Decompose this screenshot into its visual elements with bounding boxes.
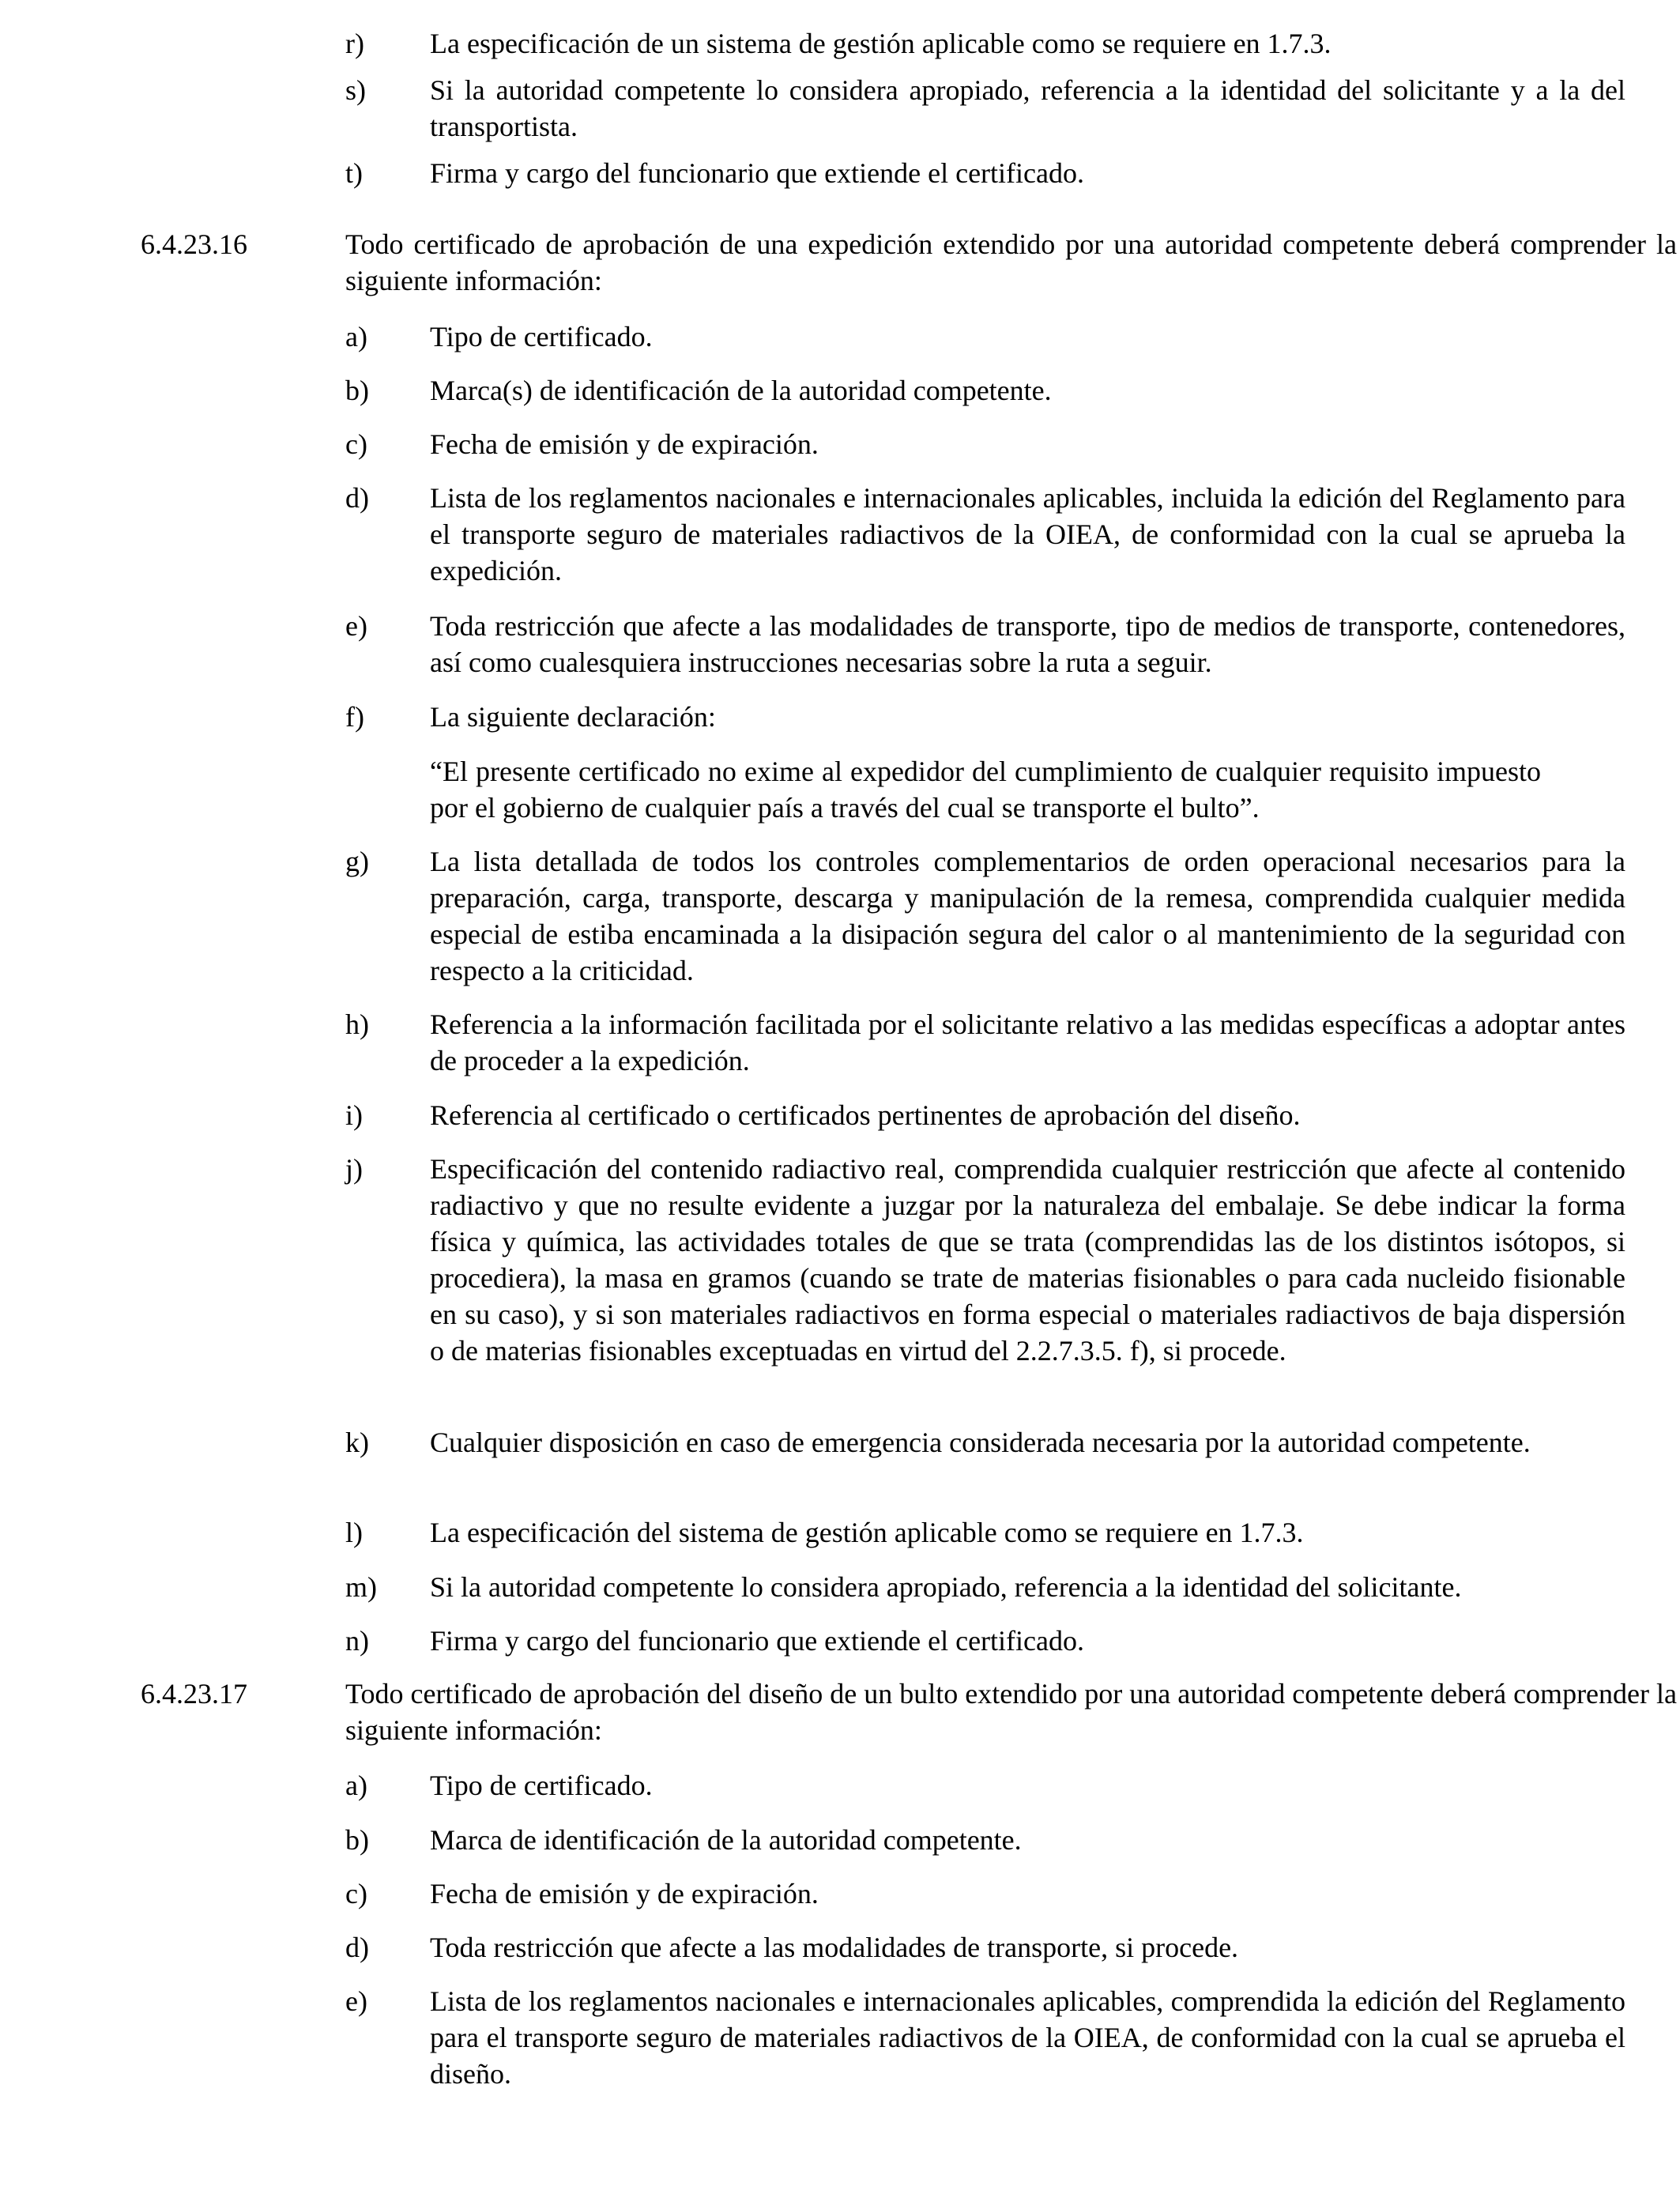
list-item-label: e) — [345, 1985, 367, 2017]
declaration-quote: “El presente certificado no exime al expedidor del cumplimiento de cualquier requisito impuesto por el gobierno de cualquier país a través del cual se transporte el bulto”. — [430, 756, 1541, 824]
list-item-label: a) — [345, 321, 367, 352]
section-intro: Todo certificado de aprobación del diseño de un bulto extendido por una autoridad competente deberá comprender la siguiente información: — [345, 1678, 1677, 1746]
list-item-text: Cualquier disposición en caso de emergencia considerada necesaria por la autoridad competente. — [430, 1427, 1531, 1458]
list-item-label: h) — [345, 1008, 369, 1040]
list-item-label: a) — [345, 1770, 367, 1801]
list-item-text: Marca(s) de identificación de la autoridad competente. — [430, 375, 1052, 406]
list-item-label: f) — [345, 701, 364, 733]
list-item-text: Lista de los reglamentos nacionales e internacionales aplicables, incluida la edición del Reglamento para el transporte seguro de materiales radiactivos de la OIEA, de conformidad con la cual se aprueba la expedición. — [430, 482, 1625, 586]
list-item-text: Referencia a la información facilitada por el solicitante relativo a las medidas específicas a adoptar antes de proceder a la expedición. — [430, 1008, 1625, 1076]
list-item-label: d) — [345, 1932, 369, 1963]
list-item-text: Fecha de emisión y de expiración. — [430, 428, 819, 460]
list-item-label: c) — [345, 1878, 367, 1909]
list-item-text: Toda restricción que afecte a las modalidades de transporte, tipo de medios de transporte, contenedores, así como cualesquiera instrucciones necesarias sobre la ruta a seguir. — [430, 610, 1625, 678]
list-item-label: k) — [345, 1427, 369, 1458]
list-item-label: m) — [345, 1571, 377, 1603]
list-item-label: b) — [345, 1824, 369, 1856]
list-item-text: Especificación del contenido radiactivo real, comprendida cualquier restricción que afecte al contenido radiactivo y que no resulte evidente a juzgar por la naturaleza del embalaje. Se debe indicar la forma física y química, las actividades totales de que se trata (comprendidas las de los distintos isótopos, si procediera), la masa en gramos (cuando se trate de materias fisionables o para cada nucleido fisionable en su caso), y si son materiales radiactivos en forma especial o materiales radiactivos de baja dispersión o de materias fisionables exceptuadas en virtud del 2.2.7.3.5. f), si procede. — [430, 1153, 1625, 1367]
list-item-label: r) — [345, 28, 364, 59]
list-item-text: La especificación del sistema de gestión aplicable como se requiere en 1.7.3. — [430, 1517, 1304, 1548]
list-item-label: c) — [345, 428, 367, 460]
section-number: 6.4.23.16 — [141, 228, 247, 260]
list-item-label: t) — [345, 157, 363, 189]
list-item-label: n) — [345, 1625, 369, 1657]
list-item-text: La especificación de un sistema de gestión aplicable como se requiere en 1.7.3. — [430, 28, 1332, 59]
list-item-text: Firma y cargo del funcionario que extiende el certificado. — [430, 157, 1084, 189]
list-item-label: i) — [345, 1099, 363, 1131]
list-item-text: Fecha de emisión y de expiración. — [430, 1878, 819, 1909]
list-item-text: Tipo de certificado. — [430, 321, 653, 352]
list-item-label: b) — [345, 375, 369, 406]
list-item-text: La lista detallada de todos los controles complementarios de orden operacional necesarios para la preparación, carga, transporte, descarga y manipulación de la remesa, comprendida cualquier medida especial de estiba encaminada a la disipación segura del calor o al mantenimiento de la seguridad con respecto a la criticidad. — [430, 846, 1625, 986]
section-number: 6.4.23.17 — [141, 1678, 247, 1710]
list-item-text: Toda restricción que afecte a las modalidades de transporte, si procede. — [430, 1932, 1239, 1963]
section-intro: Todo certificado de aprobación de una expedición extendido por una autoridad competente deberá comprender la siguiente información: — [345, 228, 1677, 296]
list-item-label: j) — [345, 1153, 363, 1185]
list-item-text: Si la autoridad competente lo considera apropiado, referencia a la identidad del solicitante y a la del transportista. — [430, 74, 1625, 142]
list-item-text: Si la autoridad competente lo considera apropiado, referencia a la identidad del solicitante. — [430, 1571, 1462, 1603]
list-item-label: d) — [345, 482, 369, 514]
list-item-label: g) — [345, 846, 369, 877]
list-item-text: Firma y cargo del funcionario que extiende el certificado. — [430, 1625, 1084, 1657]
list-item-label: s) — [345, 74, 366, 106]
list-item-label: e) — [345, 610, 367, 642]
list-item-label: l) — [345, 1517, 363, 1548]
list-item-text: Tipo de certificado. — [430, 1770, 653, 1801]
list-item-text: Referencia al certificado o certificados pertinentes de aprobación del diseño. — [430, 1099, 1301, 1131]
list-item-text: La siguiente declaración: — [430, 701, 716, 733]
list-item-text: Marca de identificación de la autoridad competente. — [430, 1824, 1022, 1856]
list-item-text: Lista de los reglamentos nacionales e internacionales aplicables, comprendida la edición del Reglamento para el transporte seguro de materiales radiactivos de la OIEA, de conformidad con la cual se aprueba el diseño. — [430, 1985, 1625, 2090]
